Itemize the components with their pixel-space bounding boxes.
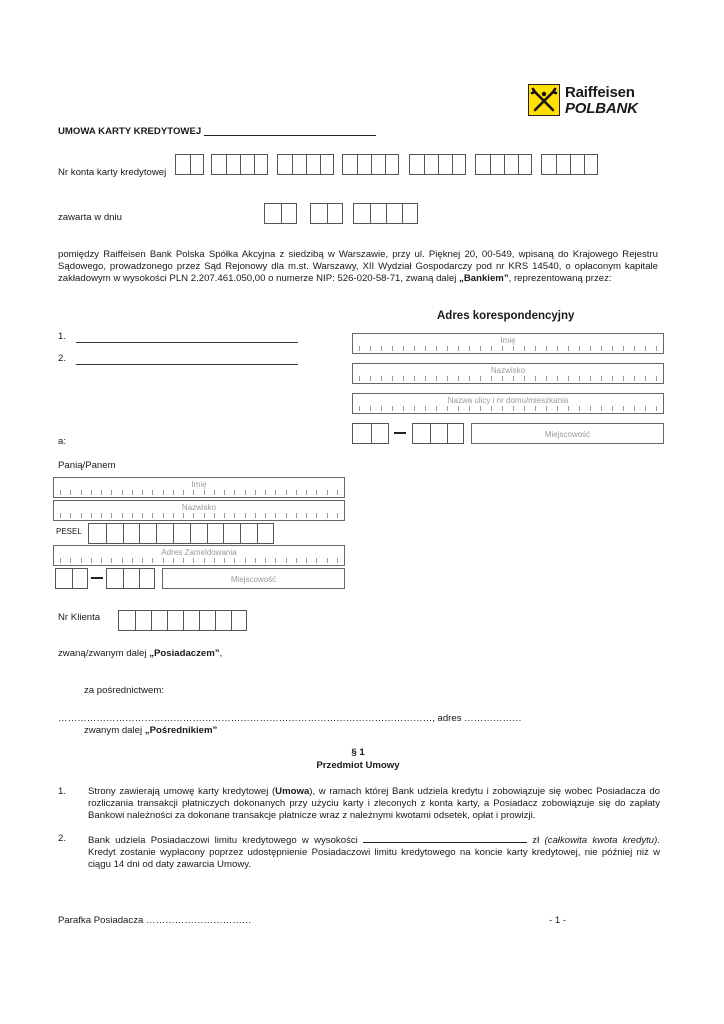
corr-street-field[interactable] [352, 393, 664, 414]
char-tick [316, 490, 317, 495]
intermediary-label: za pośrednictwem: [84, 685, 164, 696]
char-tick [255, 513, 256, 518]
char-tick [173, 558, 174, 563]
char-tick [327, 490, 328, 495]
char-tick [132, 558, 133, 563]
char-tick [612, 376, 613, 381]
char-tick [656, 406, 657, 411]
char-tick [568, 406, 569, 411]
char-tick [337, 513, 338, 518]
digit-cell-divider [306, 155, 307, 174]
corr-last-name-field[interactable] [352, 363, 664, 384]
card-account-label: Nr konta karty kredytowej [58, 167, 167, 178]
char-tick [425, 406, 426, 411]
char-tick [91, 558, 92, 563]
char-tick [265, 513, 266, 518]
intermediary-definition: zwanym dalej „Pośrednikiem” [84, 725, 218, 736]
char-tick [70, 558, 71, 563]
date-month[interactable] [310, 203, 343, 224]
digit-cell-divider [123, 569, 124, 588]
char-ticks [60, 513, 338, 518]
char-tick [224, 490, 225, 495]
char-tick [337, 490, 338, 495]
char-tick [296, 558, 297, 563]
digit-cell-divider [370, 204, 371, 223]
char-tick [306, 490, 307, 495]
corr-first-name-field[interactable] [352, 333, 664, 354]
char-tick [60, 558, 61, 563]
digit-cell-divider [357, 155, 358, 174]
digit-cell-divider [167, 611, 168, 630]
char-tick [656, 346, 657, 351]
char-tick [568, 376, 569, 381]
char-tick [403, 406, 404, 411]
char-tick [214, 490, 215, 495]
digit-cell-divider [438, 155, 439, 174]
char-tick [634, 406, 635, 411]
account-group-checksum[interactable] [175, 154, 204, 175]
char-tick [601, 376, 602, 381]
digit-cell-divider [430, 424, 431, 443]
char-tick [91, 490, 92, 495]
char-tick [546, 406, 547, 411]
char-tick [204, 558, 205, 563]
char-tick [122, 513, 123, 518]
char-tick [634, 376, 635, 381]
char-tick [214, 513, 215, 518]
digit-cell-divider [240, 155, 241, 174]
digit-cell-divider [490, 155, 491, 174]
char-tick [163, 558, 164, 563]
char-tick [275, 513, 276, 518]
holder-city-field[interactable] [162, 568, 345, 589]
section-1-number: § 1 [351, 747, 365, 758]
char-tick [101, 558, 102, 563]
char-tick [183, 490, 184, 495]
char-tick [173, 490, 174, 495]
char-tick [142, 490, 143, 495]
digit-cell-divider [123, 524, 124, 543]
char-tick [392, 346, 393, 351]
digit-cell-divider [556, 155, 557, 174]
char-ticks [359, 376, 657, 381]
digit-cell-divider [320, 155, 321, 174]
char-tick [623, 346, 624, 351]
digit-cell-divider [570, 155, 571, 174]
char-tick [81, 490, 82, 495]
char-tick [275, 490, 276, 495]
digit-cell-divider [183, 611, 184, 630]
char-tick [601, 346, 602, 351]
digit-cell-divider [151, 611, 152, 630]
intro-paragraph: pomiędzy Raiffeisen Bank Polska Spółka Akcyjna z siedzibą w Warszawie, przy ul. Pięknej 20, 00-549, wpisaną do Krajowego Rejestru Sądowego, prowadzonego przez Sąd Rejonowy dla m.st. Warszawy, XII Wydział Gospodarczy pod nr KRS 14540, o opłaconym kapitale zakładowym w wysokości PLN 2.207.461.050,00 o numerze NIP: 526-020-58-71, zwaną dalej „Bankiem”, reprezentowaną przez: [58, 249, 658, 284]
char-tick [359, 346, 360, 351]
char-tick [524, 406, 525, 411]
char-tick [132, 513, 133, 518]
char-tick [286, 490, 287, 495]
corr-zip-part2[interactable] [412, 423, 464, 444]
digit-cell-divider [504, 155, 505, 174]
char-tick [491, 346, 492, 351]
separator-dash [394, 432, 406, 434]
char-tick [255, 558, 256, 563]
char-tick [392, 406, 393, 411]
char-tick [193, 558, 194, 563]
char-ticks [359, 346, 657, 351]
char-tick [447, 376, 448, 381]
char-tick [645, 376, 646, 381]
holder-initials[interactable]: Parafka Posiadacza …………………………… [58, 915, 252, 926]
char-tick [214, 558, 215, 563]
char-tick [122, 558, 123, 563]
digit-cell-divider [173, 524, 174, 543]
char-tick [645, 346, 646, 351]
brand-name: Raiffeisen [565, 84, 635, 101]
char-tick [245, 490, 246, 495]
char-tick [502, 346, 503, 351]
char-tick [152, 490, 153, 495]
account-group-4[interactable] [409, 154, 466, 175]
char-tick [101, 513, 102, 518]
char-tick [480, 346, 481, 351]
digit-cell-divider [371, 155, 372, 174]
raiffeisen-logo-icon [528, 84, 560, 116]
char-tick [224, 513, 225, 518]
char-tick [414, 406, 415, 411]
char-tick [458, 406, 459, 411]
char-tick [234, 558, 235, 563]
page-number: - 1 - [549, 915, 567, 926]
digit-cell-divider [292, 155, 293, 174]
char-tick [469, 406, 470, 411]
char-tick [513, 376, 514, 381]
char-tick [557, 406, 558, 411]
char-tick [381, 346, 382, 351]
char-tick [447, 406, 448, 411]
char-tick [656, 376, 657, 381]
correspondence-heading: Adres korespondencyjny [437, 310, 575, 322]
char-tick [557, 346, 558, 351]
digit-cell-divider [402, 204, 403, 223]
char-tick [546, 346, 547, 351]
corr-first-name-placeholder: Imię [500, 336, 516, 345]
digit-cell-divider [385, 155, 386, 174]
digit-cell-divider [327, 204, 328, 223]
holder-definition: zwaną/zwanym dalej „Posiadaczem”, [58, 648, 223, 659]
char-tick [152, 513, 153, 518]
digit-cell-divider [156, 524, 157, 543]
brand-subname: POLBANK [565, 100, 638, 117]
char-tick [111, 558, 112, 563]
char-tick [524, 376, 525, 381]
char-tick [425, 376, 426, 381]
char-tick [296, 490, 297, 495]
pesel-digits[interactable] [88, 523, 274, 544]
char-tick [381, 406, 382, 411]
char-tick [193, 513, 194, 518]
char-tick [403, 346, 404, 351]
digit-cell-divider [281, 204, 282, 223]
digit-cell-divider [518, 155, 519, 174]
char-tick [502, 406, 503, 411]
char-tick [265, 490, 266, 495]
char-tick [173, 513, 174, 518]
char-tick [546, 376, 547, 381]
representative-2-line[interactable] [76, 364, 298, 365]
char-tick [535, 376, 536, 381]
char-tick [634, 346, 635, 351]
char-tick [480, 376, 481, 381]
char-tick [590, 346, 591, 351]
digit-cell-divider [190, 524, 191, 543]
char-tick [70, 513, 71, 518]
item-1-number: 1. [58, 786, 67, 797]
item-2-text: Bank udziela Posiadaczowi limitu kredytowego w wysokości zł (całkowita kwota kredytu). Kredyt zostanie wypłacony poprzez udostępnienie Posiadaczowi limitu kredytowego na koncie karty kredytowej, nie później niż w ciągu 14 dni od daty zawarcia Umowy. [88, 835, 660, 870]
corr-zip-part1[interactable] [352, 423, 389, 444]
char-tick [234, 513, 235, 518]
char-tick [370, 346, 371, 351]
char-tick [579, 376, 580, 381]
char-tick [480, 406, 481, 411]
holder-first-name-placeholder: Imię [191, 480, 207, 489]
date-day[interactable] [264, 203, 297, 224]
char-tick [590, 376, 591, 381]
card-number-line[interactable] [204, 135, 376, 136]
char-tick [403, 376, 404, 381]
char-tick [590, 406, 591, 411]
credit-limit-line[interactable] [363, 833, 527, 843]
char-tick [255, 490, 256, 495]
char-tick [152, 558, 153, 563]
char-tick [306, 513, 307, 518]
account-group-3[interactable] [342, 154, 399, 175]
intermediary-line[interactable]: ………………………………………………………………………………………………………, adres ……………… [58, 713, 522, 724]
date-year[interactable] [353, 203, 418, 224]
digit-cell-divider [447, 424, 448, 443]
item-1-text: Strony zawierają umowę karty kredytowej (Umowa), w ramach której Bank udziela kredytu i zobowiązuje się wobec Posiadacza do rozliczania transakcji płatniczych dokonanych przy użyciu karty i zleconych z konta karty, a Posiadacz zobowiązuje się do zapłaty Bankowi należności za dokonane transakcje płatnicze wraz z należnymi kwotami odsetek, opłat i prowizji. [88, 786, 660, 821]
holder-zip-part1[interactable] [55, 568, 88, 589]
section-1-title: Przedmiot Umowy [316, 760, 400, 771]
char-tick [359, 406, 360, 411]
client-number-digits[interactable] [118, 610, 247, 631]
char-tick [370, 406, 371, 411]
char-tick [275, 558, 276, 563]
corr-last-name-placeholder: Nazwisko [490, 366, 526, 375]
client-number-label: Nr Klienta [58, 612, 101, 623]
account-group-2[interactable] [277, 154, 334, 175]
char-tick [183, 558, 184, 563]
char-tick [579, 346, 580, 351]
char-tick [91, 513, 92, 518]
salutation-label: Panią/Panem [58, 460, 116, 471]
holder-address-field[interactable] [53, 545, 345, 566]
digit-cell-divider [199, 611, 200, 630]
char-tick [204, 490, 205, 495]
representative-2-num: 2. [58, 353, 67, 364]
char-tick [469, 376, 470, 381]
char-tick [535, 406, 536, 411]
char-tick [101, 490, 102, 495]
and-label: a: [58, 436, 67, 447]
char-tick [142, 513, 143, 518]
digit-cell-divider [215, 611, 216, 630]
char-tick [204, 513, 205, 518]
digit-cell-divider [386, 204, 387, 223]
holder-first-name-field[interactable] [53, 477, 345, 498]
digit-cell-divider [139, 569, 140, 588]
char-tick [612, 346, 613, 351]
char-tick [579, 406, 580, 411]
char-tick [122, 490, 123, 495]
char-tick [436, 376, 437, 381]
date-label: zawarta w dniu [58, 212, 122, 223]
char-tick [316, 558, 317, 563]
char-tick [245, 558, 246, 563]
representative-1-line[interactable] [76, 342, 298, 343]
char-tick [193, 490, 194, 495]
char-tick [111, 490, 112, 495]
char-tick [425, 346, 426, 351]
char-tick [111, 513, 112, 518]
char-tick [296, 513, 297, 518]
separator-dash [91, 577, 103, 579]
digit-cell-divider [139, 524, 140, 543]
digit-cell-divider [257, 524, 258, 543]
digit-cell-divider [240, 524, 241, 543]
char-tick [286, 513, 287, 518]
char-tick [306, 558, 307, 563]
char-tick [370, 376, 371, 381]
char-tick [447, 346, 448, 351]
char-tick [469, 346, 470, 351]
char-tick [70, 490, 71, 495]
char-tick [245, 513, 246, 518]
digit-cell-divider [452, 155, 453, 174]
char-ticks [60, 490, 338, 495]
char-tick [327, 558, 328, 563]
char-tick [458, 376, 459, 381]
digit-cell-divider [223, 524, 224, 543]
digit-cell-divider [424, 155, 425, 174]
char-tick [623, 376, 624, 381]
char-tick [535, 346, 536, 351]
char-tick [436, 406, 437, 411]
char-tick [524, 346, 525, 351]
item-2-number: 2. [58, 833, 67, 844]
char-tick [436, 346, 437, 351]
holder-last-name-placeholder: Nazwisko [181, 503, 217, 512]
char-tick [286, 558, 287, 563]
corr-city-placeholder: Miejscowość [544, 430, 591, 439]
digit-cell-divider [190, 155, 191, 174]
char-tick [601, 406, 602, 411]
account-group-5[interactable] [475, 154, 532, 175]
char-tick [142, 558, 143, 563]
document-title: UMOWA KARTY KREDYTOWEJ [58, 126, 202, 137]
digit-cell-divider [207, 524, 208, 543]
char-tick [645, 406, 646, 411]
digit-cell-divider [231, 611, 232, 630]
account-group-1[interactable] [211, 154, 268, 175]
digit-cell-divider [106, 524, 107, 543]
char-tick [502, 376, 503, 381]
pesel-label: PESEL [56, 527, 82, 536]
char-tick [316, 513, 317, 518]
char-ticks [359, 406, 657, 411]
char-tick [414, 376, 415, 381]
holder-zip-part2[interactable] [106, 568, 155, 589]
char-tick [392, 376, 393, 381]
char-tick [234, 490, 235, 495]
char-tick [491, 406, 492, 411]
char-tick [513, 346, 514, 351]
char-tick [132, 490, 133, 495]
account-group-6[interactable] [541, 154, 598, 175]
holder-address-placeholder: Adres Zameldowania [161, 548, 237, 557]
char-tick [414, 346, 415, 351]
char-tick [612, 406, 613, 411]
char-ticks [60, 558, 338, 563]
representative-1-num: 1. [58, 331, 67, 342]
char-tick [557, 376, 558, 381]
holder-last-name-field[interactable] [53, 500, 345, 521]
corr-city-field[interactable] [471, 423, 664, 444]
digit-cell-divider [371, 424, 372, 443]
digit-cell-divider [226, 155, 227, 174]
char-tick [513, 406, 514, 411]
char-tick [337, 558, 338, 563]
char-tick [327, 513, 328, 518]
digit-cell-divider [72, 569, 73, 588]
char-tick [81, 513, 82, 518]
digit-cell-divider [135, 611, 136, 630]
char-tick [381, 376, 382, 381]
char-tick [60, 513, 61, 518]
char-tick [359, 376, 360, 381]
char-tick [568, 346, 569, 351]
char-tick [458, 346, 459, 351]
corr-street-placeholder: Nazwa ulicy i nr domu/mieszkania [447, 396, 569, 405]
char-tick [224, 558, 225, 563]
char-tick [623, 406, 624, 411]
char-tick [163, 490, 164, 495]
char-tick [60, 490, 61, 495]
raiffeisen-logo [528, 84, 638, 118]
char-tick [491, 376, 492, 381]
holder-city-placeholder: Miejscowość [230, 575, 277, 584]
char-tick [81, 558, 82, 563]
digit-cell-divider [584, 155, 585, 174]
char-tick [183, 513, 184, 518]
char-tick [265, 558, 266, 563]
digit-cell-divider [254, 155, 255, 174]
char-tick [163, 513, 164, 518]
